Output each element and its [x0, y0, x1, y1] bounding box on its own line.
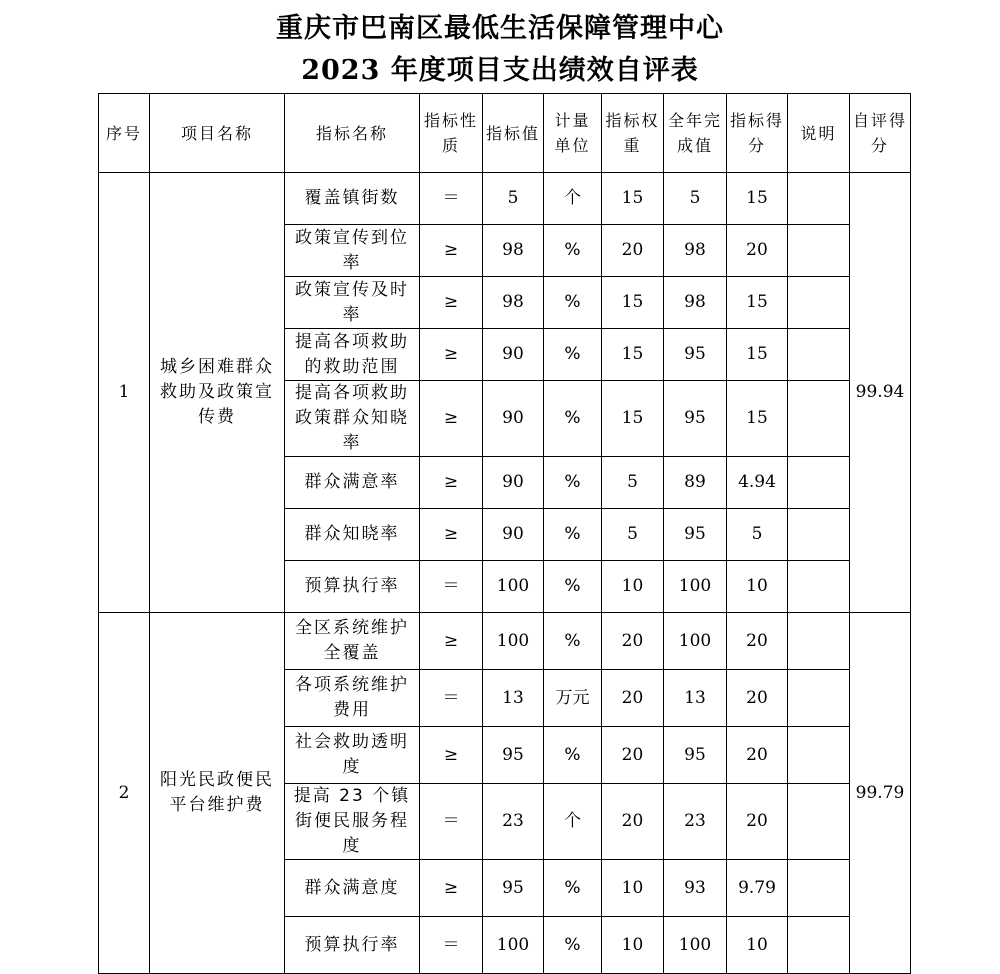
target-cell: 90	[483, 381, 544, 457]
score-cell: 9.79	[727, 860, 788, 917]
indicator-name-cell: 政策宣传及时率	[285, 277, 420, 329]
unit-cell: %	[544, 225, 602, 277]
header-nature: 指标性质	[420, 94, 483, 173]
note-cell	[788, 173, 850, 225]
header-indicator: 指标名称	[285, 94, 420, 173]
weight-cell: 15	[602, 381, 664, 457]
header-target: 指标值	[483, 94, 544, 173]
target-cell: 90	[483, 329, 544, 381]
indicator-name-cell: 提高各项救助政策群众知晓率	[285, 381, 420, 457]
score-cell: 20	[727, 784, 788, 860]
note-cell	[788, 509, 850, 561]
nature-cell: ＝	[420, 561, 483, 613]
actual-cell: 100	[664, 613, 727, 670]
document-subtitle: 2023 年度项目支出绩效自评表	[301, 55, 699, 86]
unit-cell: %	[544, 561, 602, 613]
weight-cell: 15	[602, 173, 664, 225]
performance-table	[98, 93, 911, 974]
score-cell: 4.94	[727, 457, 788, 509]
actual-cell: 13	[664, 670, 727, 727]
table-row	[99, 173, 911, 225]
note-cell	[788, 561, 850, 613]
indicator-name-cell: 社会救助透明度	[285, 727, 420, 784]
target-cell: 100	[483, 917, 544, 974]
indicator-name-cell: 各项系统维护费用	[285, 670, 420, 727]
unit-cell: %	[544, 860, 602, 917]
note-cell	[788, 784, 850, 860]
indicator-name-cell: 全区系统维护全覆盖	[285, 613, 420, 670]
actual-cell: 95	[664, 329, 727, 381]
unit-cell: %	[544, 457, 602, 509]
score-cell: 15	[727, 277, 788, 329]
unit-cell: 万元	[544, 670, 602, 727]
target-cell: 98	[483, 225, 544, 277]
actual-cell: 93	[664, 860, 727, 917]
unit-cell: 个	[544, 784, 602, 860]
weight-cell: 20	[602, 670, 664, 727]
project-seq-cell: 2	[99, 613, 150, 974]
table-row	[99, 613, 911, 670]
nature-cell: ≥	[420, 277, 483, 329]
table-body	[99, 173, 911, 974]
note-cell	[788, 277, 850, 329]
header-weight: 指标权重	[602, 94, 664, 173]
target-cell: 90	[483, 457, 544, 509]
nature-cell: ≥	[420, 727, 483, 784]
indicator-name-cell: 提高各项救助的救助范围	[285, 329, 420, 381]
actual-cell: 100	[664, 917, 727, 974]
unit-cell: %	[544, 329, 602, 381]
score-cell: 10	[727, 561, 788, 613]
header-self-score: 自评得分	[850, 94, 911, 173]
score-cell: 20	[727, 670, 788, 727]
target-cell: 90	[483, 509, 544, 561]
target-cell: 13	[483, 670, 544, 727]
actual-cell: 98	[664, 225, 727, 277]
weight-cell: 10	[602, 561, 664, 613]
target-cell: 100	[483, 561, 544, 613]
score-cell: 20	[727, 225, 788, 277]
header-actual: 全年完成值	[664, 94, 727, 173]
indicator-name-cell: 预算执行率	[285, 917, 420, 974]
project-name-cell: 城乡困难群众救助及政策宣传费	[150, 173, 285, 613]
nature-cell: ≥	[420, 329, 483, 381]
note-cell	[788, 917, 850, 974]
actual-cell: 89	[664, 457, 727, 509]
actual-cell: 23	[664, 784, 727, 860]
weight-cell: 20	[602, 784, 664, 860]
weight-cell: 10	[602, 917, 664, 974]
note-cell	[788, 381, 850, 457]
weight-cell: 5	[602, 457, 664, 509]
nature-cell: ＝	[420, 173, 483, 225]
self-score-cell: 99.79	[850, 613, 911, 974]
weight-cell: 10	[602, 860, 664, 917]
header-seq: 序号	[99, 94, 150, 173]
unit-cell: %	[544, 613, 602, 670]
weight-cell: 15	[602, 277, 664, 329]
note-cell	[788, 329, 850, 381]
note-cell	[788, 860, 850, 917]
nature-cell: ≥	[420, 381, 483, 457]
unit-cell: %	[544, 917, 602, 974]
indicator-name-cell: 预算执行率	[285, 561, 420, 613]
nature-cell: ＝	[420, 784, 483, 860]
document-title: 重庆市巴南区最低生活保障管理中心	[276, 13, 724, 44]
score-cell: 15	[727, 381, 788, 457]
actual-cell: 98	[664, 277, 727, 329]
actual-cell: 5	[664, 173, 727, 225]
score-cell: 15	[727, 329, 788, 381]
nature-cell: ≥	[420, 225, 483, 277]
actual-cell: 100	[664, 561, 727, 613]
note-cell	[788, 727, 850, 784]
indicator-name-cell: 覆盖镇街数	[285, 173, 420, 225]
note-cell	[788, 457, 850, 509]
nature-cell: ≥	[420, 509, 483, 561]
target-cell: 23	[483, 784, 544, 860]
score-cell: 15	[727, 173, 788, 225]
indicator-name-cell: 政策宣传到位率	[285, 225, 420, 277]
weight-cell: 20	[602, 225, 664, 277]
weight-cell: 20	[602, 613, 664, 670]
header-project: 项目名称	[150, 94, 285, 173]
weight-cell: 15	[602, 329, 664, 381]
weight-cell: 5	[602, 509, 664, 561]
unit-cell: %	[544, 727, 602, 784]
score-cell: 5	[727, 509, 788, 561]
target-cell: 5	[483, 173, 544, 225]
weight-cell: 20	[602, 727, 664, 784]
unit-cell: %	[544, 509, 602, 561]
target-cell: 100	[483, 613, 544, 670]
note-cell	[788, 225, 850, 277]
unit-cell: %	[544, 277, 602, 329]
header-unit: 计量单位	[544, 94, 602, 173]
actual-cell: 95	[664, 381, 727, 457]
note-cell	[788, 670, 850, 727]
indicator-name-cell: 群众知晓率	[285, 509, 420, 561]
score-cell: 20	[727, 727, 788, 784]
nature-cell: ≥	[420, 457, 483, 509]
nature-cell: ＝	[420, 917, 483, 974]
note-cell	[788, 613, 850, 670]
nature-cell: ≥	[420, 860, 483, 917]
unit-cell: 个	[544, 173, 602, 225]
score-cell: 10	[727, 917, 788, 974]
nature-cell: ≥	[420, 613, 483, 670]
indicator-name-cell: 群众满意度	[285, 860, 420, 917]
target-cell: 98	[483, 277, 544, 329]
project-name-cell: 阳光民政便民平台维护费	[150, 613, 285, 974]
indicator-name-cell: 提高 23 个镇街便民服务程度	[285, 784, 420, 860]
target-cell: 95	[483, 727, 544, 784]
score-cell: 20	[727, 613, 788, 670]
actual-cell: 95	[664, 509, 727, 561]
header-score: 指标得分	[727, 94, 788, 173]
actual-cell: 95	[664, 727, 727, 784]
header-row	[99, 94, 911, 173]
indicator-name-cell: 群众满意率	[285, 457, 420, 509]
project-seq-cell: 1	[99, 173, 150, 613]
nature-cell: ＝	[420, 670, 483, 727]
target-cell: 95	[483, 860, 544, 917]
self-score-cell: 99.94	[850, 173, 911, 613]
header-note: 说明	[788, 94, 850, 173]
unit-cell: %	[544, 381, 602, 457]
